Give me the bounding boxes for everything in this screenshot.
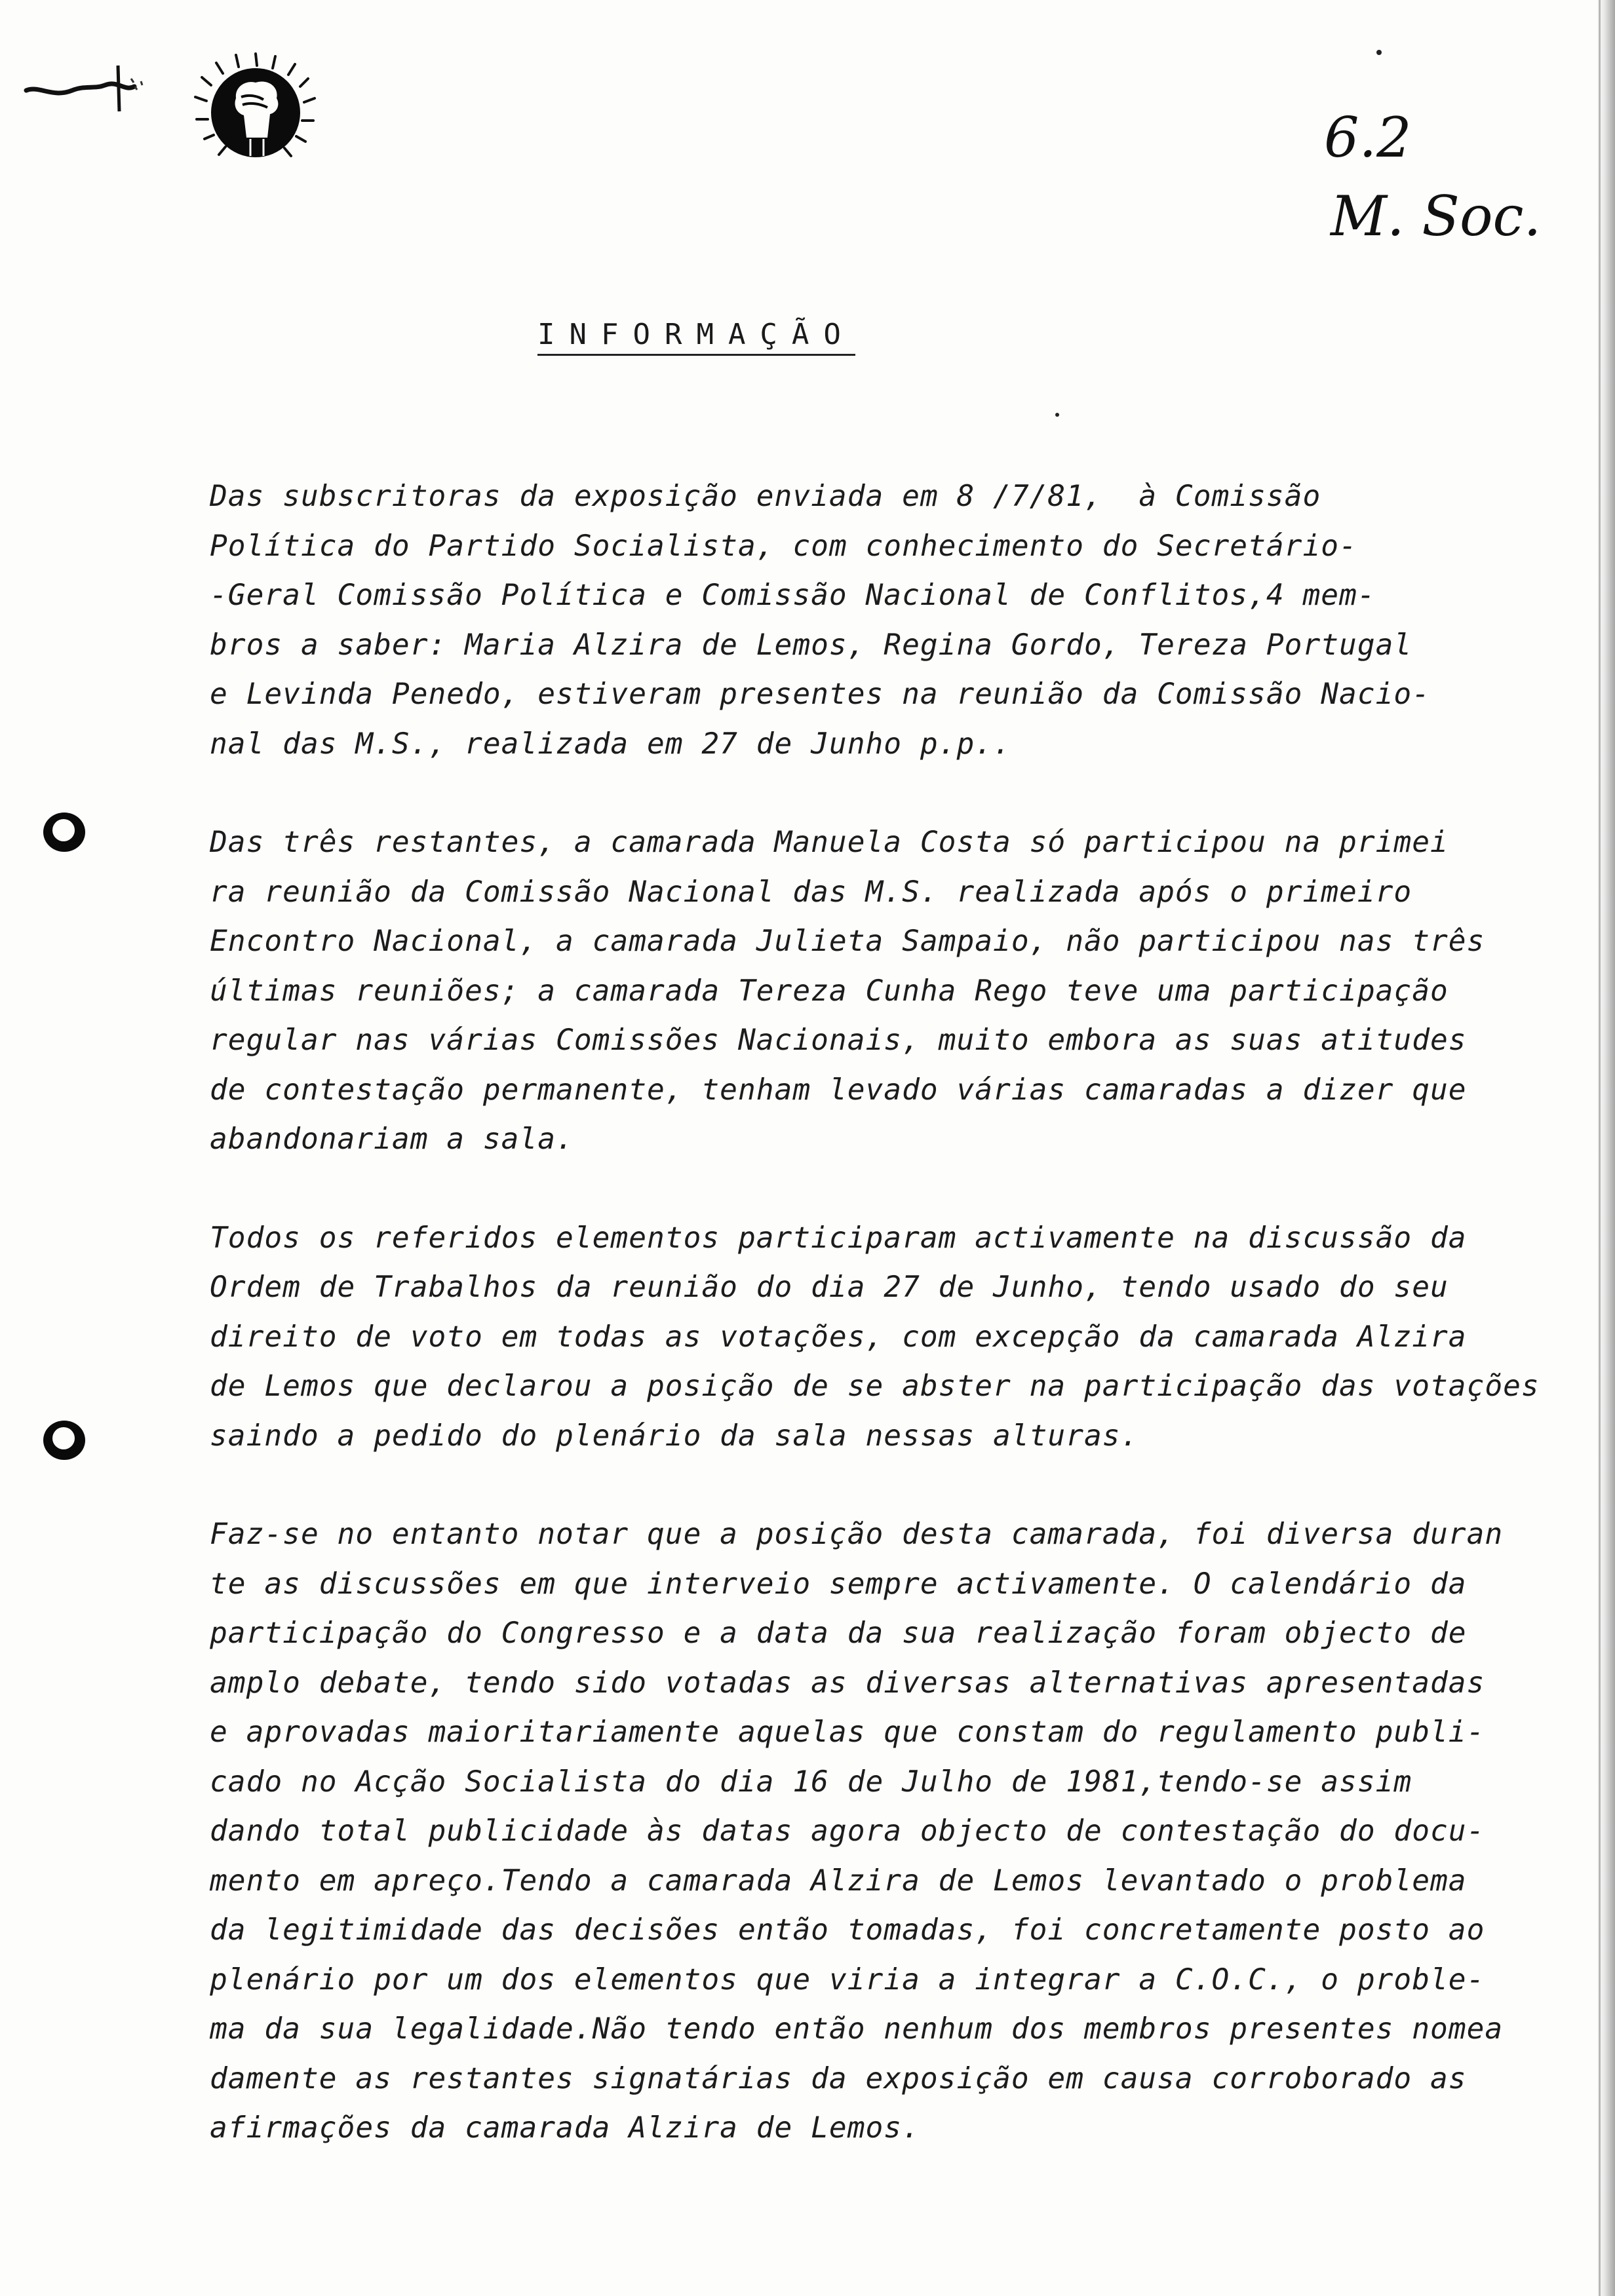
text-line: Faz-se no entanto notar que a posição desta camarada, foi diversa duran — [210, 1518, 1504, 1551]
text-line: mento em apreço.Tendo a camarada Alzira de Lemos levantado o problema — [210, 1864, 1467, 1898]
text-line: participação do Congresso e a data da sua realização foram objecto de — [210, 1617, 1467, 1650]
text-line: Das três restantes, a camarada Manuela Costa só participou na primei — [210, 826, 1449, 859]
text-line: plenário por um dos elementos que viria a integrar a C.O.C., o proble- — [210, 1962, 1485, 1997]
ink-speck — [1055, 413, 1059, 417]
text-line: regular nas várias Comissões Nacionais, muito embora as suas atitudes — [210, 1024, 1467, 1057]
text-line: Política do Partido Socialista, com conhecimento do Secretário- — [210, 529, 1357, 563]
paragraph — [210, 472, 1612, 769]
text-line: afirmações da camarada Alzira de Lemos. — [210, 2111, 920, 2145]
text-line: Todos os referidos elementos participaram activamente na discussão da — [210, 1221, 1467, 1255]
text-line: damente as restantes signatárias da exposição em causa corroborado as — [210, 2061, 1467, 2095]
annotation-line-1: 6.2 — [1324, 105, 1412, 170]
party-fist-logo — [20, 39, 321, 190]
text-line: cado no Acção Socialista do dia 16 de Julho de 1981,tendo-se assim — [210, 1765, 1412, 1799]
text-line: dando total publicidade às datas agora objecto de contestação do docu- — [210, 1814, 1485, 1848]
text-line: e aprovadas maioritariamente aquelas que constam do regulamento publi- — [210, 1715, 1485, 1749]
ink-speck — [1376, 50, 1382, 55]
text-line: últimas reuniões; a camarada Tereza Cunha Rego teve uma participação — [210, 974, 1449, 1008]
document-title: INFORMAÇÃO — [537, 318, 855, 356]
text-line: Ordem de Trabalhos da reunião do dia 27 de Junho, tendo usado do seu — [210, 1271, 1449, 1304]
text-line: Encontro Nacional, a camarada Julieta Sampaio, não participou nas três — [210, 925, 1485, 958]
text-line: ra reunião da Comissão Nacional das M.S. realizada após o primeiro — [210, 875, 1412, 909]
text-line: te as discussões em que interveio sempre activamente. O calendário da — [210, 1567, 1467, 1601]
text-line: -Geral Comissão Política e Comissão Nacional de Conflitos,4 mem- — [210, 579, 1376, 612]
text-line: ma da sua legalidade.Não tendo então nenhum dos membros presentes nomea — [210, 2012, 1504, 2046]
text-line: e Levinda Penedo, estiveram presentes na reunião da Comissão Nacio- — [210, 678, 1431, 711]
page-edge-line — [1599, 0, 1601, 2296]
annotation-line-2: M. Soc. — [1331, 184, 1542, 248]
text-line: nal das M.S., realizada em 27 de Junho p.p.. — [210, 727, 1011, 761]
text-line: amplo debate, tendo sido votadas as diversas alternativas apresentadas — [210, 1666, 1485, 1700]
text-line: saindo a pedido do plenário da sala nessas alturas. — [210, 1419, 1139, 1453]
document-body — [197, 472, 1612, 2202]
text-line: da legitimidade das decisões então tomadas, foi concretamente posto ao — [210, 1913, 1485, 1947]
text-line: abandonariam a sala. — [210, 1122, 574, 1156]
text-line: de Lemos que declarou a posição de se abster na participação das votações — [210, 1369, 1540, 1403]
paragraph — [210, 818, 1612, 1164]
handwritten-annotation — [1324, 98, 1586, 256]
punch-hole — [43, 1421, 85, 1460]
text-line: bros a saber: Maria Alzira de Lemos, Regina Gordo, Tereza Portugal — [210, 628, 1412, 662]
text-line: direito de voto em todas as votações, com excepção da camarada Alzira — [210, 1320, 1467, 1354]
text-line: Das subscritoras da exposição enviada em 8 /7/81, à Comissão — [210, 480, 1321, 513]
paragraph — [210, 1510, 1612, 2153]
paragraph — [210, 1214, 1612, 1461]
punch-hole — [43, 813, 85, 852]
text-line: de contestação permanente, tenham levado várias camaradas a dizer que — [210, 1073, 1467, 1107]
